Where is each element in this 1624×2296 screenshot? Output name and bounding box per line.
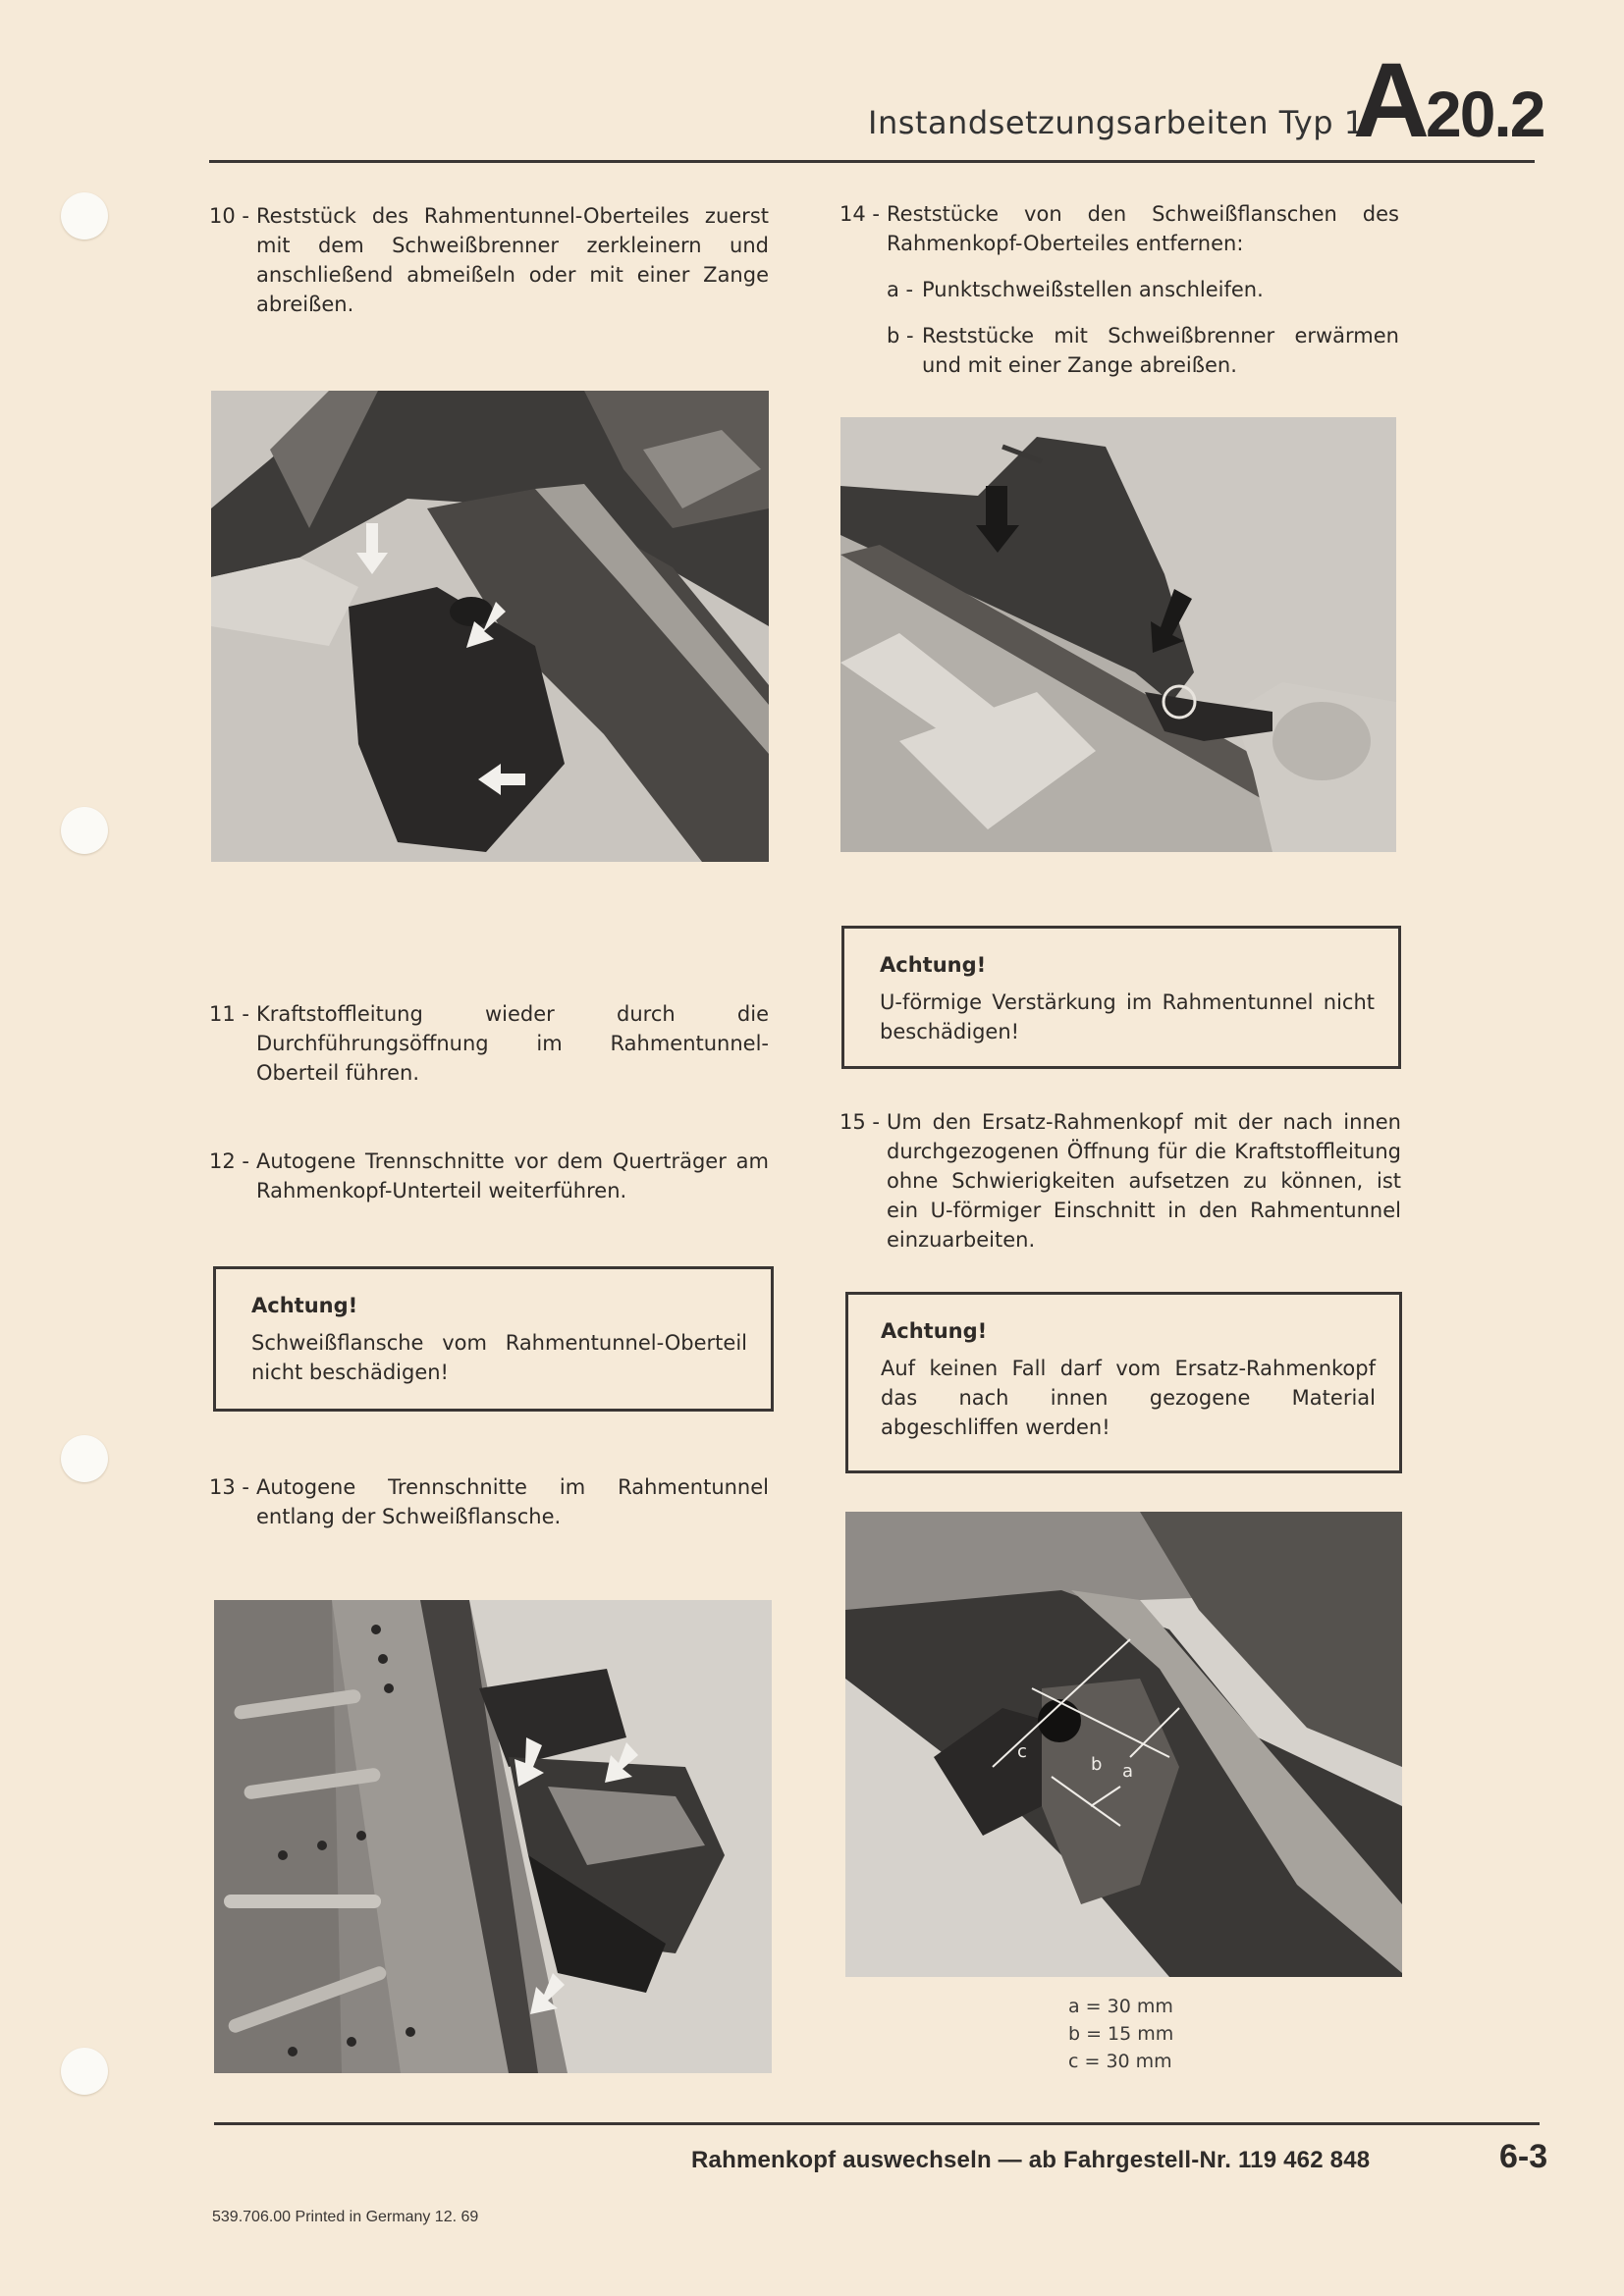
warning-title: Achtung! xyxy=(880,953,987,977)
step-14 xyxy=(839,199,1399,258)
photo-4-u-cut-dimensions xyxy=(845,1512,1402,1977)
photo-1-tunnel-remnant xyxy=(211,391,769,862)
dim-label-c: c xyxy=(1017,1741,1027,1762)
page-number: 6-3 xyxy=(1499,2138,1548,2175)
step-text: Um den Ersatz-Rahmenkopf mit der nach innen durchgezogenen Öffnung für die Kraftstoffleitung ohne Schwierigkeiten aufsetzen zu können, ist ein U-förmiger Einschnitt in den Rahmentunnel einzuarbeiten. xyxy=(887,1110,1401,1252)
subitem-label: b - xyxy=(887,324,914,347)
photo-flange-remnants-icon xyxy=(840,417,1396,852)
step-12 xyxy=(209,1147,769,1205)
step-number: 15 - xyxy=(839,1110,880,1134)
step-14-subitem-b xyxy=(887,321,1399,380)
dimension-a: a = 30 mm xyxy=(1068,1996,1173,2017)
section-code xyxy=(1353,40,1544,159)
photo-3-tunnel-cuts xyxy=(214,1600,772,2073)
step-text: Reststücke von den Schweißflanschen des Rahmenkopf-Oberteiles entfernen: xyxy=(887,202,1399,255)
warning-box-1 xyxy=(213,1266,774,1412)
step-text: Kraftstoffleitung wieder durch die Durchführungsöffnung im Rahmentunnel-Oberteil führen. xyxy=(256,1002,769,1085)
dimension-b: b = 15 mm xyxy=(1068,2023,1174,2045)
warning-box-2 xyxy=(841,926,1401,1069)
photo-tunnel-remnant-icon xyxy=(211,391,769,862)
subitem-text: Punktschweißstellen anschleifen. xyxy=(922,278,1264,301)
punch-hole xyxy=(61,192,108,240)
footer-rule xyxy=(214,2122,1540,2125)
step-number: 12 - xyxy=(209,1149,249,1173)
step-10 xyxy=(209,201,769,319)
step-14-subitem-a xyxy=(887,275,1399,304)
photo-u-cut-dimensions-icon xyxy=(845,1512,1402,1977)
dim-label-a: a xyxy=(1122,1761,1134,1782)
warning-text: Schweißflansche vom Rahmentunnel-Oberteil nicht beschädigen! xyxy=(251,1331,747,1384)
warning-title: Achtung! xyxy=(251,1294,358,1317)
punch-hole xyxy=(61,2048,108,2095)
step-number: 11 - xyxy=(209,1002,249,1026)
step-number: 14 - xyxy=(839,202,880,226)
photo-tunnel-cuts-icon xyxy=(214,1600,772,2073)
footer-title: Rahmenkopf auswechseln — ab Fahrgestell-Nr. 119 462 848 xyxy=(691,2147,1371,2173)
section-code-letter: A xyxy=(1353,40,1426,159)
punch-hole xyxy=(61,807,108,854)
step-number: 13 - xyxy=(209,1475,249,1499)
print-info: 539.706.00 Printed in Germany 12. 69 xyxy=(212,2209,479,2225)
step-15 xyxy=(839,1107,1401,1255)
step-text: Reststück des Rahmentunnel-Oberteiles zuerst mit dem Schweißbrenner zerkleinern und anschließend abmeißeln oder mit einer Zange abreißen. xyxy=(256,204,769,316)
dim-label-b: b xyxy=(1091,1754,1103,1775)
page-header-title: Instandsetzungsarbeiten Typ 1 xyxy=(868,104,1365,141)
punch-hole xyxy=(61,1435,108,1482)
subitem-label: a - xyxy=(887,278,914,301)
warning-text: U-förmige Verstärkung im Rahmentunnel nicht beschädigen! xyxy=(880,990,1375,1043)
warning-title: Achtung! xyxy=(881,1319,988,1343)
photo-2-flange-remnants xyxy=(840,417,1396,852)
warning-box-3 xyxy=(845,1292,1402,1473)
section-code-number: 20.2 xyxy=(1426,78,1544,150)
step-text: Autogene Trennschnitte vor dem Querträger am Rahmenkopf-Unterteil weiterführen. xyxy=(256,1149,769,1202)
subitem-text: Reststücke mit Schweißbrenner erwärmen und mit einer Zange abreißen. xyxy=(922,324,1399,377)
dimension-c: c = 30 mm xyxy=(1068,2051,1172,2072)
step-11 xyxy=(209,999,769,1088)
step-text: Autogene Trennschnitte im Rahmentunnel entlang der Schweißflansche. xyxy=(256,1475,769,1528)
warning-text: Auf keinen Fall darf vom Ersatz-Rahmenkopf das nach innen gezogene Material abgeschliffen werden! xyxy=(881,1357,1376,1439)
step-13 xyxy=(209,1472,769,1531)
dimension-legend xyxy=(1068,1993,1173,2075)
step-number: 10 - xyxy=(209,204,249,228)
header-rule xyxy=(209,160,1535,163)
